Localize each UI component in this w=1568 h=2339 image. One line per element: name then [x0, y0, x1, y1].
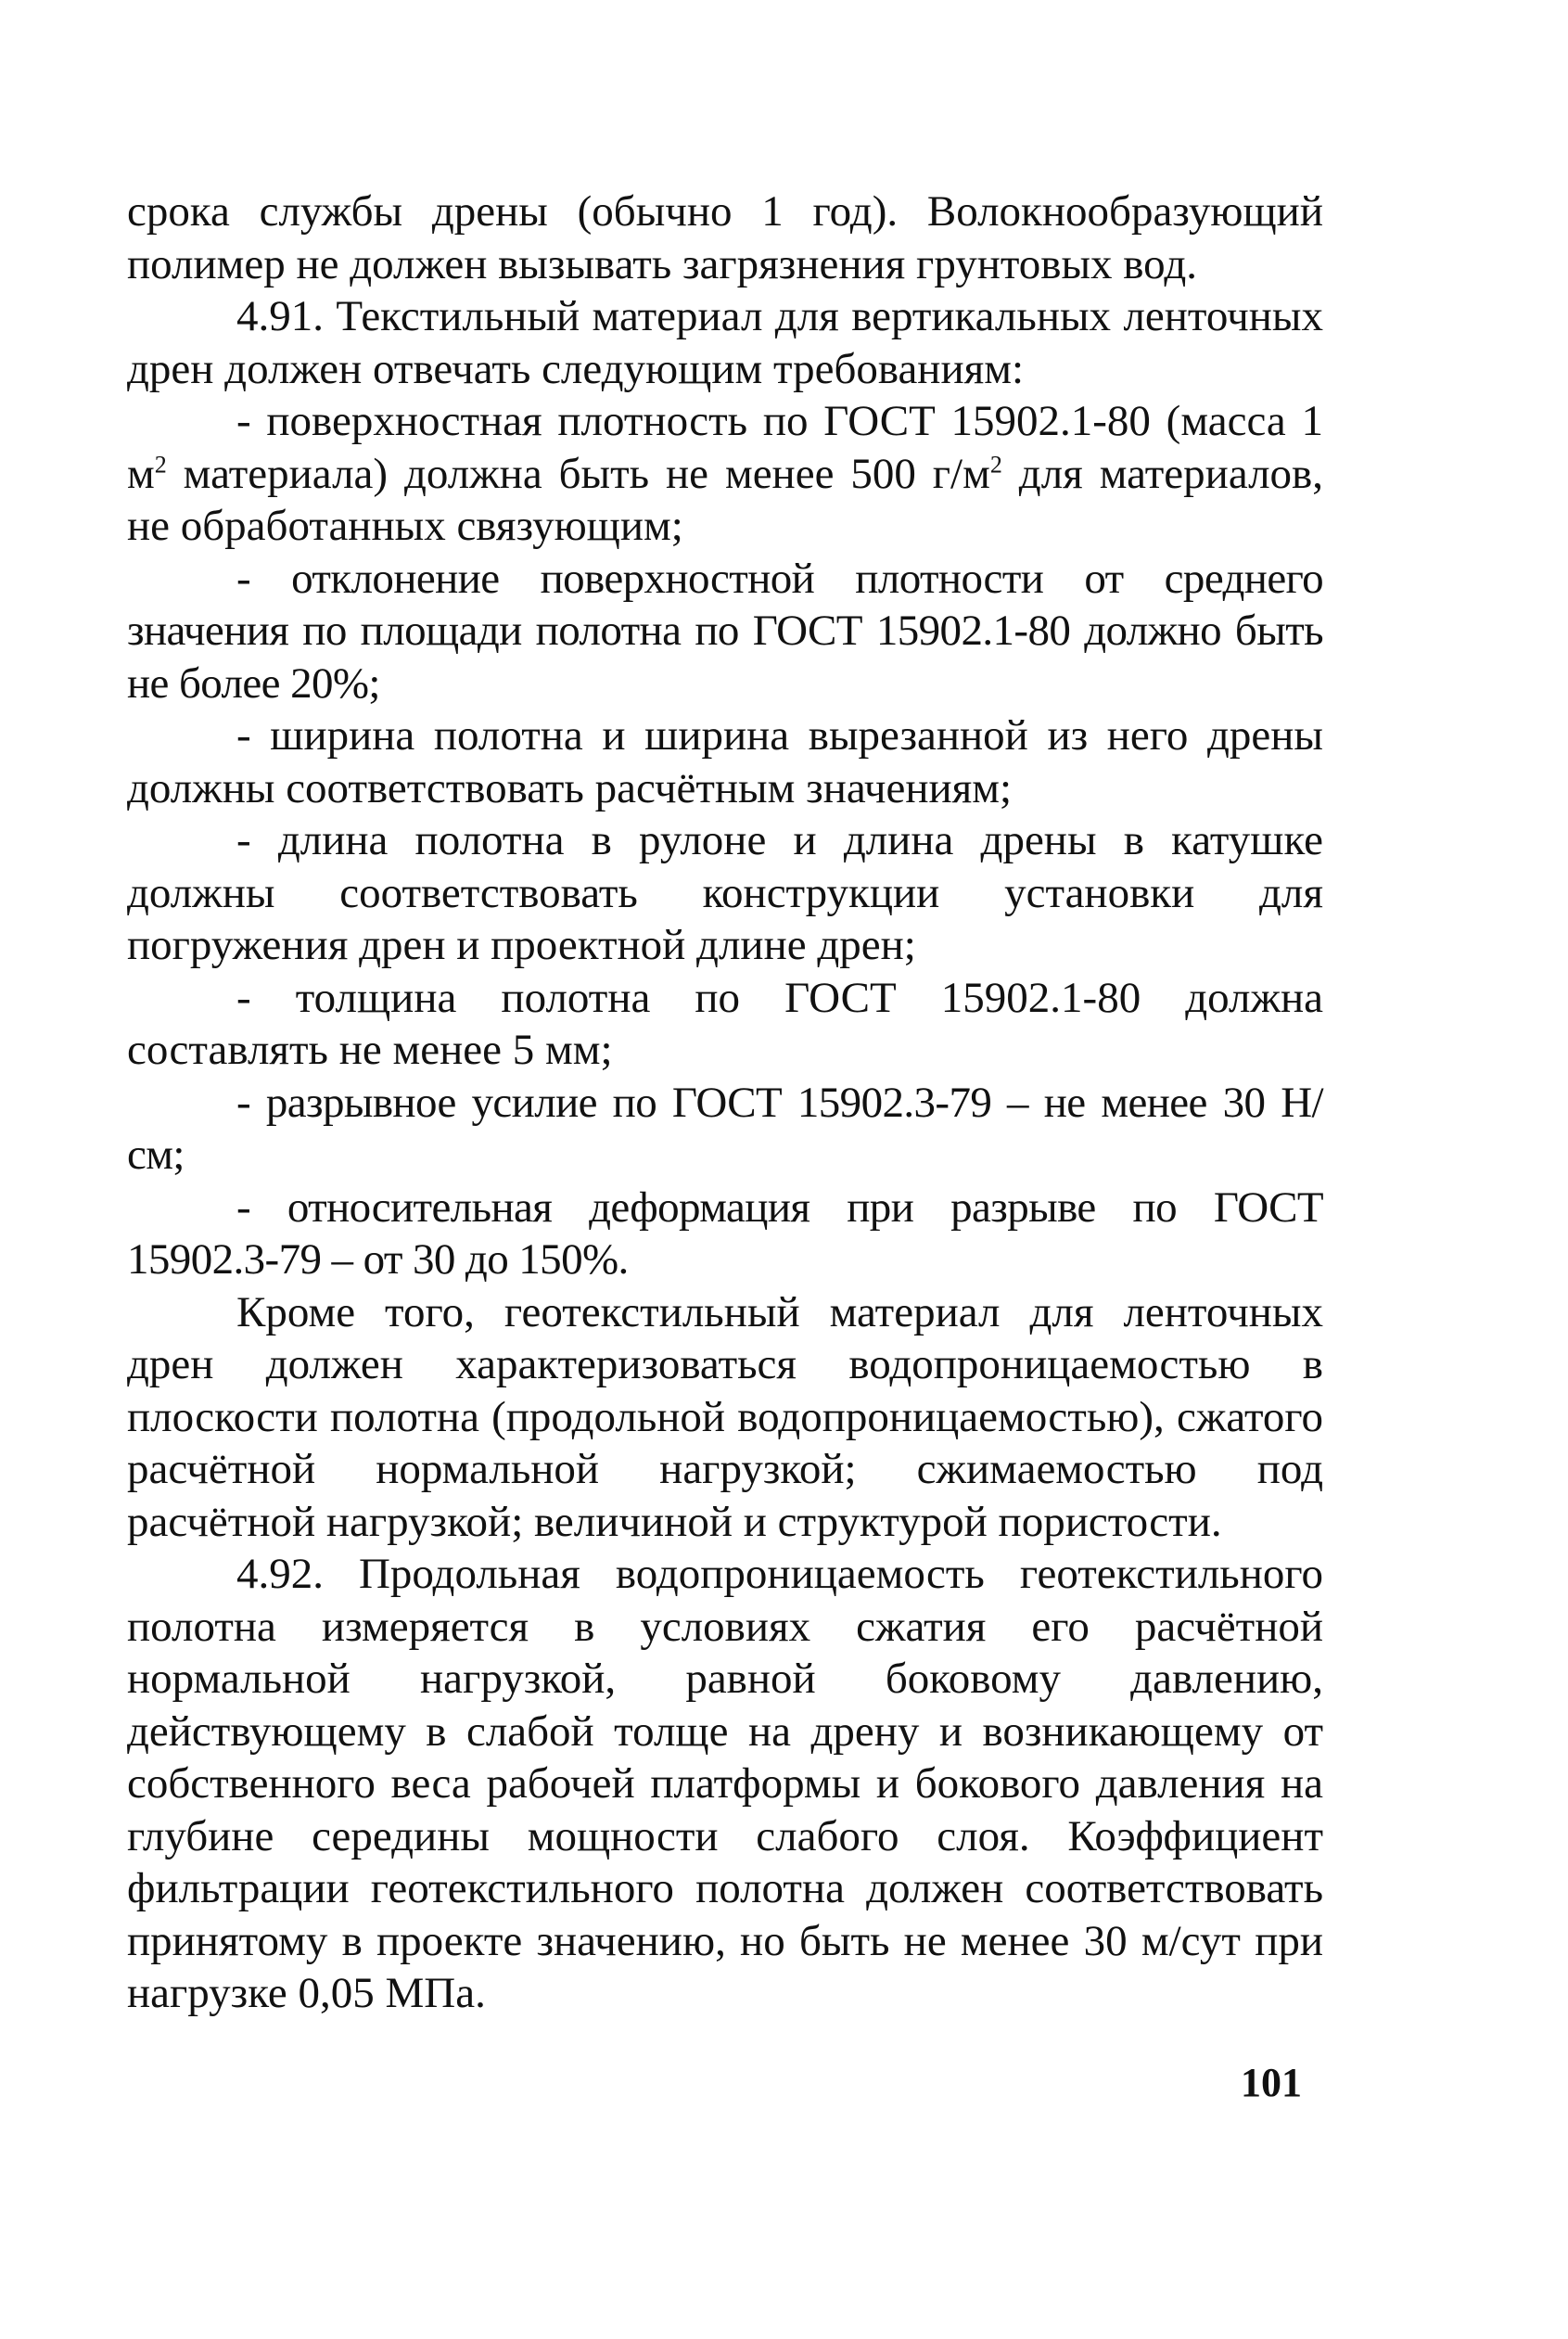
- page-number: 101: [1241, 2060, 1302, 2105]
- paragraph-length: - длина полотна в рулоне и длина дрены в катушке должны соответствовать конструкции установки для погружения дрен и проектной длине дрен;: [127, 816, 1323, 969]
- paragraph-density-deviation: - отклонение поверхностной плотности от среднего значения по площади полотна по ГОСТ 15902.1-80 должно быть не более 20%;: [127, 554, 1323, 708]
- paragraph-thickness: - толщина полотна по ГОСТ 15902.1-80 должна составлять не менее 5 мм;: [127, 973, 1323, 1074]
- paragraph-4-91-heading: 4.91. Текстильный материал для вертикальных ленточных дрен должен отвечать следующим требованиям:: [127, 292, 1323, 393]
- page-body: [127, 185, 1323, 2020]
- paragraph-width: - ширина полотна и ширина вырезанной из него дрены должны соответствовать расчётным значениям;: [127, 711, 1323, 812]
- paragraph-elongation: - относительная деформация при разрыве по ГОСТ 15902.3-79 – от 30 до 150%.: [127, 1182, 1323, 1284]
- paragraph-4-92: 4.92. Продольная водопроницаемость геотекстильного полотна измеряется в условиях сжатия его расчётной нормальной нагрузкой, равной боковому давлению, действующему в слабой толще на дрену и возникающему от собственного веса рабочей платформы и бокового давления на глубине середины мощности слабого слоя. Коэффициент фильтрации геотекстильного полотна должен соответствовать принятому в проекте значению, но быть не менее 30 м/сут при нагрузке 0,05 МПа.: [127, 1550, 1323, 2017]
- paragraph-1: срока службы дрены (обычно 1 год). Волокнообразующий полимер не должен вызывать загрязнения грунтовых вод.: [127, 187, 1323, 288]
- paragraph-surface-density: [127, 395, 1323, 553]
- paragraph-additional-requirements: Кроме того, геотекстильный материал для ленточных дрен должен характеризоваться водопроницаемостью в плоскости полотна (продольной водопроницаемостью), сжатого расчётной нормальной нагрузкой; сжимаемостью под расчётной нагрузкой; величиной и структурой пористости.: [127, 1287, 1323, 1546]
- superscript-2: 2: [154, 450, 167, 478]
- surface-density-text-2: материала) должна быть не менее 500 г/м: [166, 449, 990, 498]
- surface-density-text-1: - поверхностная плотность по ГОСТ 15902.1-80 (масса 1 м: [127, 397, 1323, 498]
- superscript-2: 2: [989, 450, 1002, 478]
- surface-density-text-3: для материалов, не обработанных связующим;: [127, 449, 1323, 550]
- paragraph-tensile-strength: - разрывное усилие по ГОСТ 15902.3-79 – не менее 30 Н/см;: [127, 1078, 1323, 1179]
